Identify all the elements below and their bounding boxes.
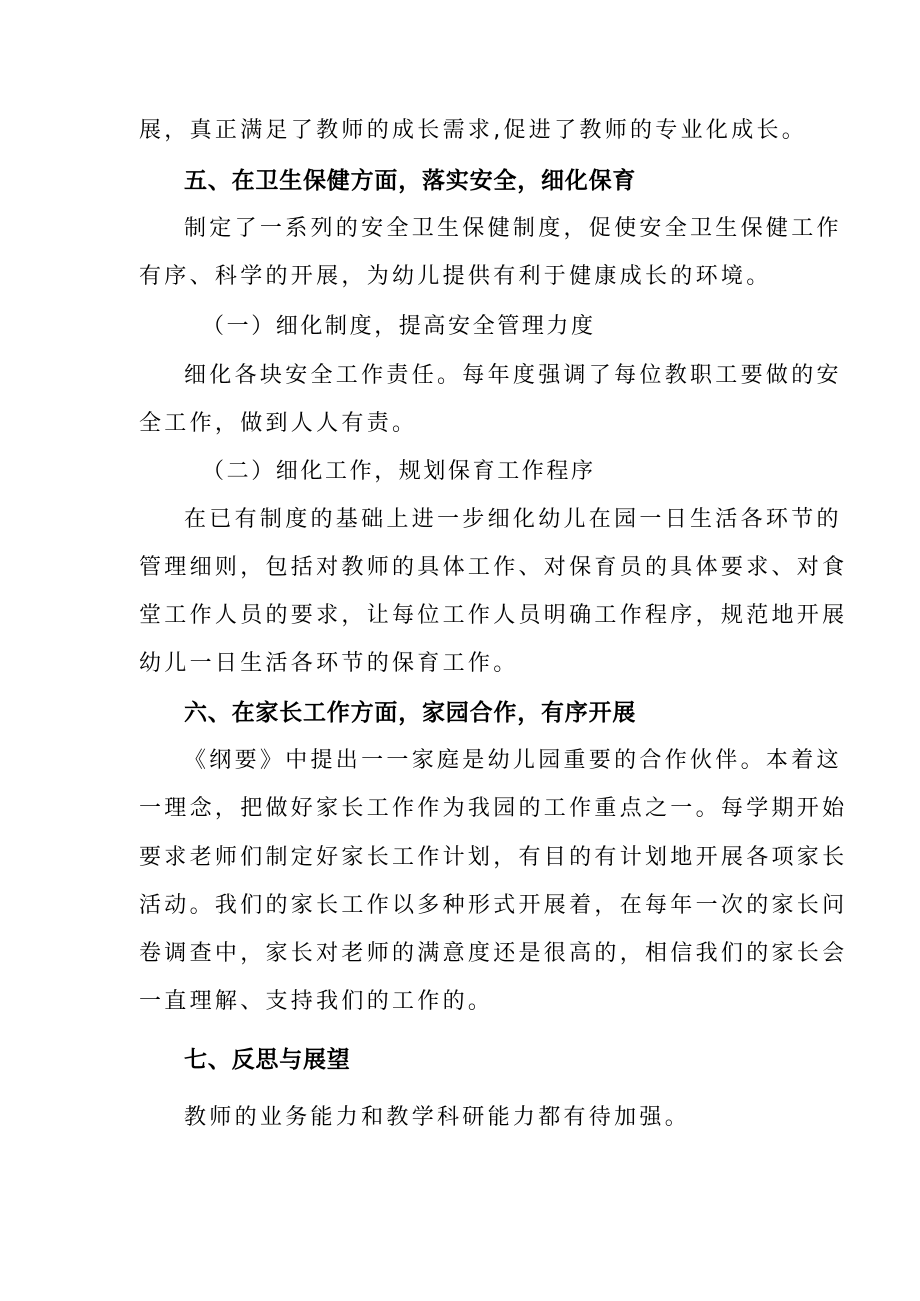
subsection-5-1-paragraph-line-2: 全工作，做到人人有责。 (139, 411, 418, 436)
section-6-paragraph-line-1: 《纲要》中提出一一家庭是幼儿园重要的合作伙伴。本着这 (184, 748, 842, 773)
subsection-5-2-paragraph-line-3: 堂工作人员的要求，让每位工作人员明确工作程序，规范地开展 (139, 603, 848, 628)
section-6-paragraph-line-2: 一理念，把做好家长工作作为我园的工作重点之一。每学期开始 (139, 796, 848, 821)
section-6-paragraph-line-4: 活动。我们的家长工作以多种形式开展着，在每年一次的家长问 (139, 893, 848, 918)
section-6-paragraph-line-5: 卷调查中，家长对老师的满意度还是很高的，相信我们的家长会 (139, 941, 848, 966)
subsection-5-1-paragraph-line-1: 细化各块安全工作责任。每年度强调了每位教职工要做的安 (184, 363, 842, 388)
subsection-heading-5-1: （一）细化制度，提高安全管理力度 (202, 314, 596, 339)
subsection-heading-5-2: （二）细化工作，规划保育工作程序 (202, 459, 596, 484)
section-7-paragraph-line-1: 教师的业务能力和教学科研能力都有待加强。 (184, 1105, 691, 1130)
section-6-paragraph-line-3: 要求老师们制定好家长工作计划，有目的有计划地开展各项家长 (139, 845, 848, 870)
section-heading-7: 七、反思与展望 (184, 1047, 351, 1073)
subsection-5-2-paragraph-line-4: 幼儿一日生活各环节的保育工作。 (139, 651, 519, 676)
section-5-paragraph-line-2: 有序、科学的开展，为幼儿提供有利于健康成长的环境。 (139, 264, 772, 289)
section-heading-6: 六、在家长工作方面，家园合作，有序开展 (184, 700, 637, 726)
section-6-paragraph-line-6: 一直理解、支持我们的工作的。 (139, 989, 494, 1014)
subsection-5-2-paragraph-line-1: 在已有制度的基础上进一步细化幼儿在园一日生活各环节的 (184, 507, 842, 532)
section-5-paragraph-line-1: 制定了一系列的安全卫生保健制度，促使安全卫生保健工作 (184, 216, 842, 241)
section-heading-5: 五、在卫生保健方面，落实安全，细化保育 (184, 168, 637, 194)
paragraph-continuation-line: 展，真正满足了教师的成长需求,促进了教师的专业化成长。 (139, 118, 808, 143)
subsection-5-2-paragraph-line-2: 管理细则，包括对教师的具体工作、对保育员的具体要求、对食 (139, 555, 848, 580)
